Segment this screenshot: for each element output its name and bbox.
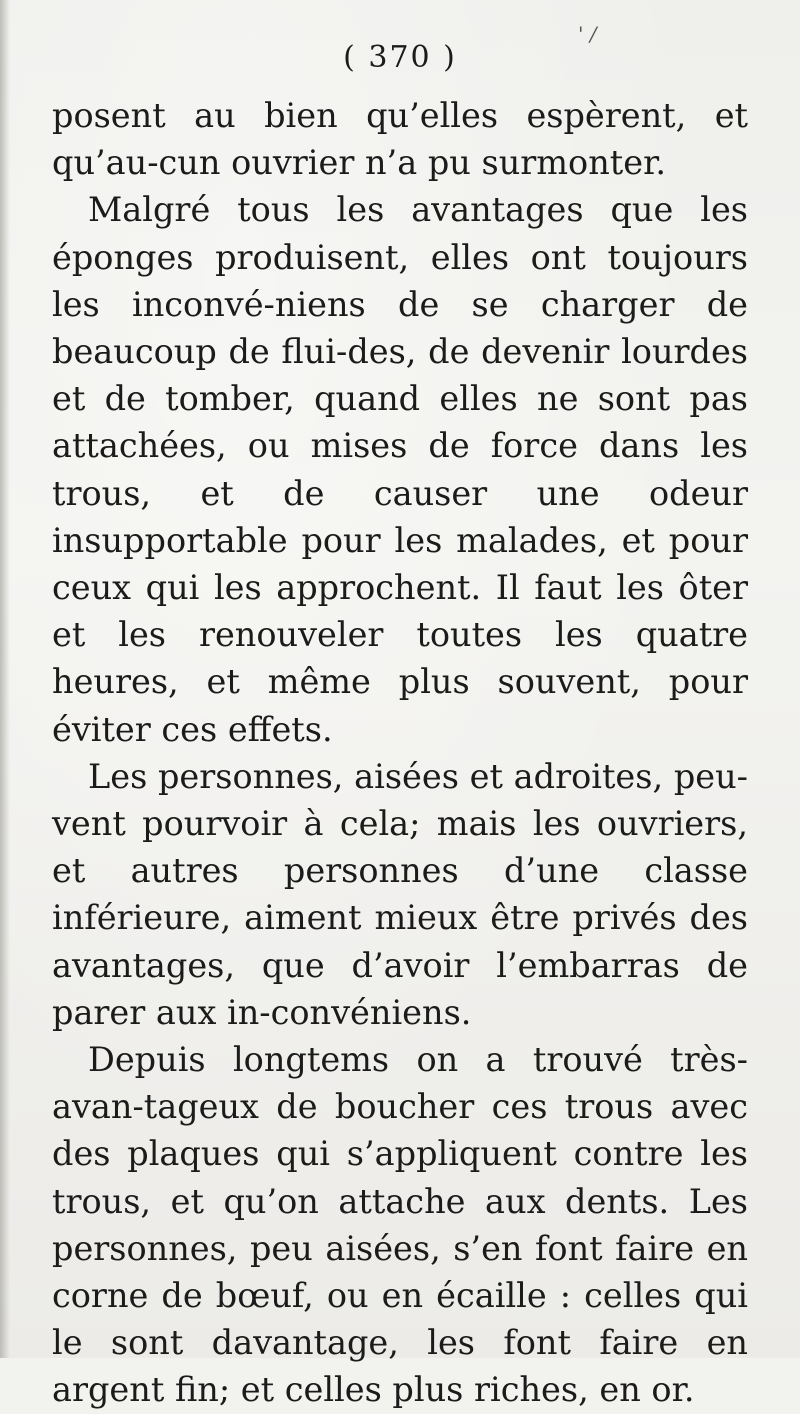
page-edge-shadow: [0, 0, 10, 1358]
paragraph-continuation: posent au bien qu’elles espèrent, et qu’au-cun ouvrier n’a pu surmonter.: [52, 96, 748, 183]
pencil-mark: ' /: [578, 22, 597, 46]
paragraph-sponges: Malgré tous les avantages que les éponges produisent, elles ont toujours les inconvé-niens de se charger de beaucoup de flui-des, de devenir lourdes et de tomber, quand elles ne sont pas attachées, ou mises de force dans les trous, et de causer une odeur insupportable pour les malades, et pour ceux qui les approchent. Il faut les ôter et les renouveler toutes les quatre heures, et même plus souvent, pour éviter ces effets.: [52, 190, 748, 749]
page-body-text: [52, 92, 748, 1414]
paragraph-plates: Depuis longtems on a trouvé très-avan-tageux de boucher ces trous avec des plaques qui s’appliquent contre les trous, et qu’on attache aux dents. Les personnes, peu aisées, s’en font faire en corne de bœuf, ou en écaille : celles qui le sont davantage, les font faire en argent fin; et celles plus riches, en or.: [52, 1040, 748, 1410]
page-number: ( 370 ): [343, 40, 457, 75]
paragraph-persons: Les personnes, aisées et adroites, peu-vent pourvoir à cela; mais les ouvriers, et autres personnes d’une classe inférieure, aiment mieux être privés des avantages, que d’avoir l’embarras de parer aux in-convéniens.: [52, 756, 748, 1032]
